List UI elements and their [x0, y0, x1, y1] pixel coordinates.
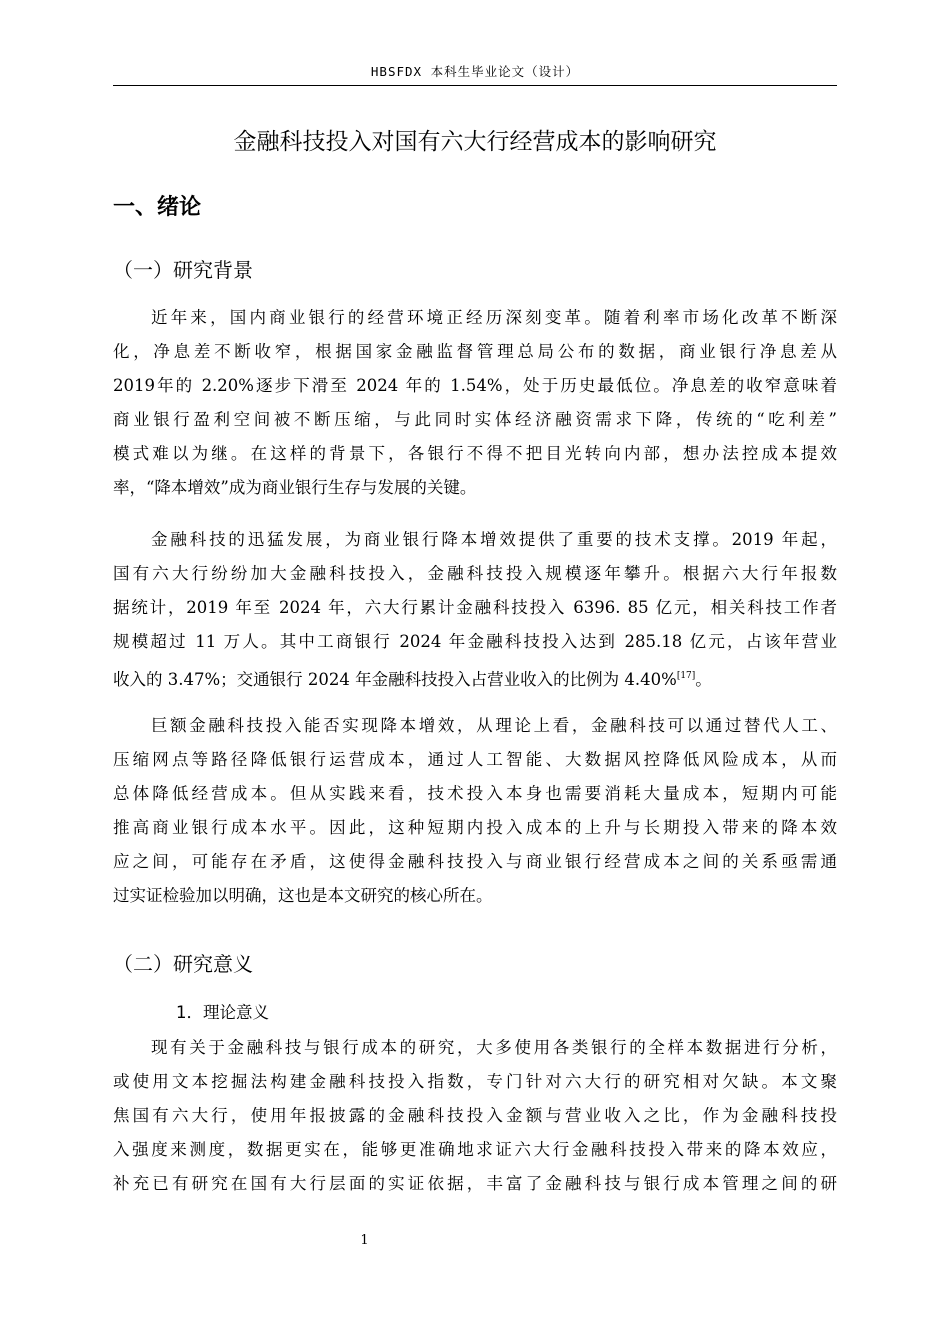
paper-title: 金融科技投入对国有六大行经营成本的影响研究 [233, 129, 717, 155]
paragraph-line-text: 收入的 3.47%；交通银行 2024 年金融科技投入占营业收入的比例为 4.40% [113, 670, 677, 689]
paragraph-background-3 [113, 709, 837, 913]
paragraph-line: 补充已有研究在国有大行层面的实证依据，丰富了金融科技与银行成本管理之间的研 [113, 1174, 837, 1193]
paragraph-line: 金融科技的迅猛发展，为商业银行降本增效提供了重要的技术支撑。2019 年起， [151, 530, 837, 549]
paragraph-line: 2019年的 2.20%逐步下滑至 2024 年的 1.54%，处于历史最低位。净息差的收窄意味着 [113, 376, 837, 395]
subsection-heading-theory: 1．理论意义 [176, 1003, 269, 1022]
paragraph-line: 现有关于金融科技与银行成本的研究，大多使用各类银行的全样本数据进行分析， [151, 1038, 837, 1057]
paragraph-background-2 [113, 523, 837, 693]
paragraph-line: 国有六大行纷纷加大金融科技投入，金融科技投入规模逐年攀升。根据六大行年报数 [113, 564, 837, 583]
paragraph-line: 据统计，2019 年至 2024 年，六大行累计金融科技投入 6396. 85 亿元，相关科技工作者 [113, 598, 837, 617]
paragraph-line: 入强度来测度，数据更实在，能够更准确地求证六大行金融科技投入带来的降本效应， [113, 1140, 837, 1159]
paragraph-line: 率，“降本增效”成为商业银行生存与发展的关键。 [113, 478, 477, 497]
paragraph-background-1 [113, 301, 837, 505]
paragraph-line-tail: 。 [695, 670, 712, 689]
paragraph-line: 近年来，国内商业银行的经营环境正经历深刻变革。随着利率市场化改革不断深 [151, 308, 837, 327]
citation-ref: [17] [676, 671, 696, 681]
paragraph-line: 焦国有六大行，使用年报披露的金融科技投入金额与营业收入之比，作为金融科技投 [113, 1106, 837, 1125]
section-heading-background: （一）研究背景 [113, 258, 253, 282]
header-rule [113, 85, 837, 86]
paragraph-line: 模式难以为继。在这样的背景下，各银行不得不把目光转向内部，想办法控成本提效 [113, 444, 837, 463]
paragraph-line [113, 659, 837, 693]
paragraph-line: 化，净息差不断收窄，根据国家金融监督管理总局公布的数据，商业银行净息差从 [113, 342, 837, 361]
paragraph-line: 推高商业银行成本水平。因此，这种短期内投入成本的上升与长期投入带来的降本效 [113, 818, 837, 837]
paragraph-line: 规模超过 11 万人。其中工商银行 2024 年金融科技投入达到 285.18 亿元，占该年营业 [113, 632, 837, 651]
page-number: 1 [360, 1233, 369, 1248]
chapter-heading: 一、绪论 [113, 195, 202, 220]
paragraph-line: 总体降低经营成本。但从实践来看，技术投入本身也需要消耗大量成本，短期内可能 [113, 784, 837, 803]
paragraph-line: 过实证检验加以明确，这也是本文研究的核心所在。 [113, 886, 493, 905]
section-heading-significance: （二）研究意义 [113, 952, 253, 976]
paragraph-line: 巨额金融科技投入能否实现降本增效，从理论上看，金融科技可以通过替代人工、 [151, 716, 837, 735]
paragraph-line: 压缩网点等路径降低银行运营成本，通过人工智能、大数据风控降低风险成本，从而 [113, 750, 837, 769]
paragraph-line: 或使用文本挖掘法构建金融科技投入指数，专门针对六大行的研究相对欠缺。本文聚 [113, 1072, 837, 1091]
paragraph-theory [113, 1031, 837, 1201]
paragraph-line: 商业银行盈利空间被不断压缩，与此同时实体经济融资需求下降，传统的“吃利差” [113, 410, 837, 429]
running-header: HBSFDX 本科生毕业论文（设计） [370, 64, 580, 79]
paragraph-line: 应之间，可能存在矛盾，这使得金融科技投入与商业银行经营成本之间的关系亟需通 [113, 852, 837, 871]
